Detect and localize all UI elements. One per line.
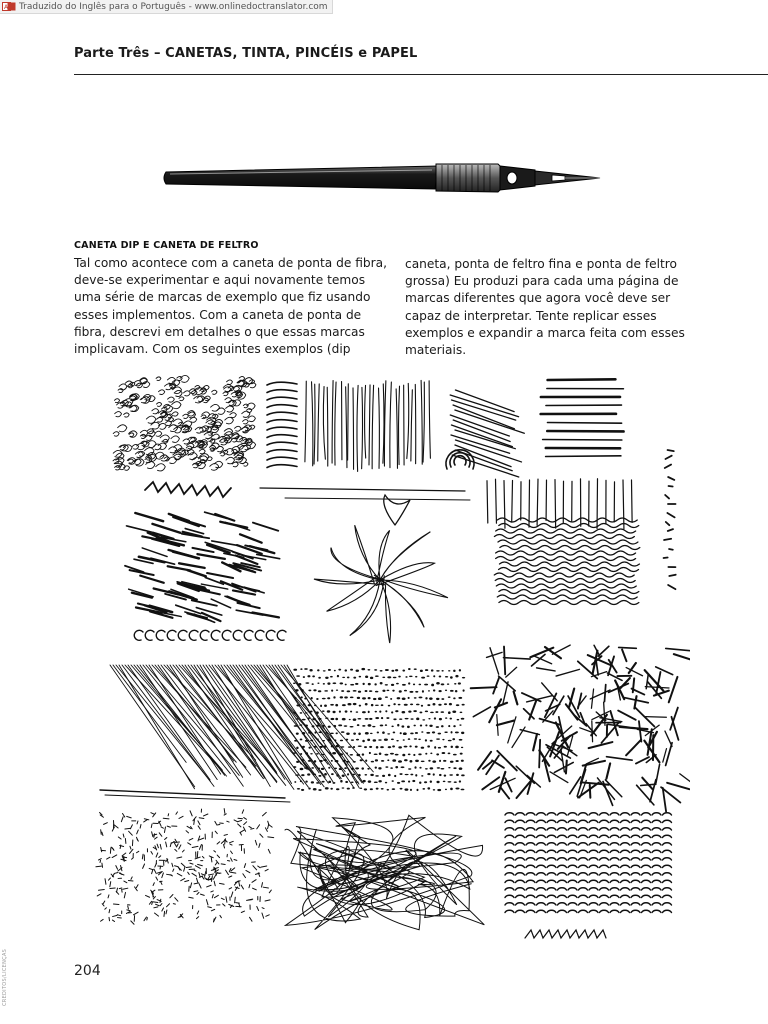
texture-loop-row-panel — [134, 630, 286, 640]
dip-pen-illustration — [160, 158, 605, 198]
banner-text: Traduzido do Inglês para o Português - www.onlinedoctranslator.com — [19, 1, 328, 12]
texture-diagonal-hatch-panel — [446, 390, 524, 477]
header-rule — [74, 74, 768, 75]
body-line: materiais. — [405, 343, 467, 358]
texture-zigzag-strokes-panel — [125, 482, 280, 622]
side-credit-mark: CREDITOS/LICENÇAS — [2, 948, 8, 1006]
texture-edge-scratches-panel — [664, 450, 676, 589]
body-line: grossa) Eu produzi para cada uma página de — [405, 274, 679, 289]
translator-logo-icon — [2, 2, 16, 11]
body-line: uma série de marcas de exemplo que fiz usando — [74, 290, 371, 305]
texture-loops-panel — [113, 375, 256, 471]
texture-long-lines-panel — [260, 488, 470, 500]
texture-dot-grid-panel — [292, 668, 465, 791]
translation-banner[interactable] — [0, 0, 333, 14]
body-line: marcas diferentes que agora você deve ser — [405, 291, 671, 306]
body-column-left — [74, 255, 387, 358]
texture-wavy-lines-panel — [487, 479, 640, 605]
article-heading: CANETA DIP E CANETA DE FELTRO — [74, 240, 259, 251]
texture-arc-rows-panel — [505, 813, 672, 938]
body-line: fibra, descrevi em detalhes o que essas marcas — [74, 324, 365, 339]
section-title: Parte Três – CANETAS, TINTA, PINCÉIS e PAPEL — [74, 46, 418, 61]
page-number: 204 — [74, 963, 101, 979]
body-line: exemplos e expandir a marca feita com esses — [405, 325, 685, 340]
texture-tiny-hooks-panel — [96, 809, 274, 925]
texture-floral-outline-panel — [314, 495, 448, 643]
mark-making-samples — [95, 370, 690, 945]
body-line: deve-se experimentar e aqui novamente temos — [74, 273, 366, 288]
texture-tangled-scribble-panel — [285, 815, 484, 930]
texture-crosshatch-panel — [471, 645, 690, 811]
body-line: esses implementos. Com a caneta de ponta de — [74, 307, 362, 322]
body-line: capaz de interpretar. Tente replicar esses — [405, 308, 657, 323]
body-line: Tal como acontece com a caneta de ponta de fibra, — [74, 256, 387, 270]
svg-text:A: A — [4, 4, 9, 11]
texture-curved-ticks-panel — [267, 382, 297, 467]
body-column-right — [405, 256, 705, 359]
body-line: implicavam. Com os seguintes exemplos (dip — [74, 342, 351, 357]
body-line: caneta, ponta de feltro fina e ponta de feltro — [405, 257, 677, 271]
texture-vertical-lines-panel — [305, 380, 430, 471]
texture-horizontal-dashes-panel — [541, 379, 624, 456]
